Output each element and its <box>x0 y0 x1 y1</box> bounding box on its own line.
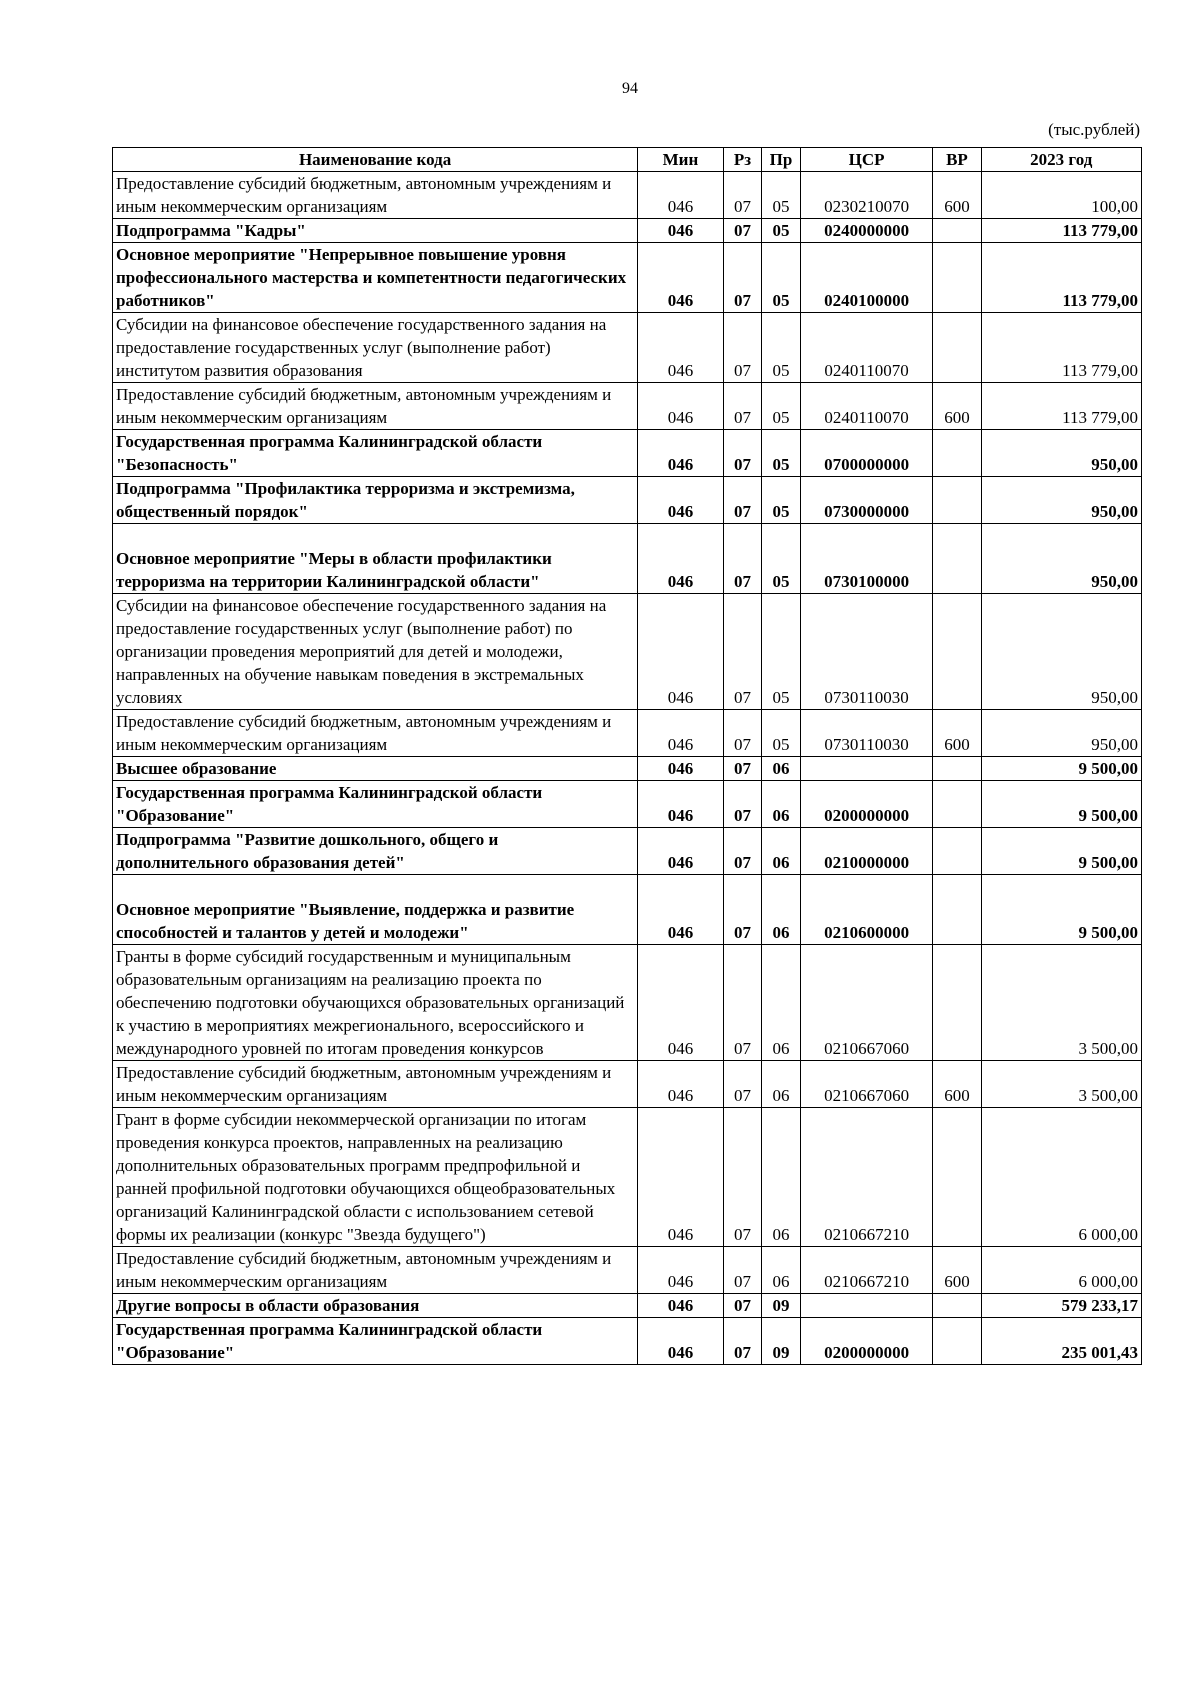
row-name-cell: Подпрограмма "Кадры" <box>113 219 638 243</box>
row-name-cell: Предоставление субсидий бюджетным, автономным учреждениям и иным некоммерческим организациям <box>113 1247 638 1294</box>
row-csr-cell: 0240000000 <box>800 219 933 243</box>
row-vr-cell: 600 <box>933 710 981 757</box>
row-rz-cell: 07 <box>723 1108 762 1247</box>
page-number: 94 <box>622 80 638 97</box>
row-csr-cell: 0210667060 <box>800 1061 933 1108</box>
row-csr-cell: 0730110030 <box>800 594 933 710</box>
row-amount-cell: 950,00 <box>981 594 1142 710</box>
row-vr-cell <box>933 430 981 477</box>
row-min-cell: 046 <box>638 524 724 594</box>
row-min-cell: 046 <box>638 1061 724 1108</box>
row-pr-cell: 06 <box>762 757 801 781</box>
row-amount-cell: 9 500,00 <box>981 875 1142 945</box>
table-row <box>113 383 1142 430</box>
row-min-cell: 046 <box>638 313 724 383</box>
row-amount-cell: 3 500,00 <box>981 945 1142 1061</box>
row-csr-cell <box>800 1294 933 1318</box>
row-pr-cell: 05 <box>762 477 801 524</box>
row-vr-cell <box>933 313 981 383</box>
row-pr-cell: 05 <box>762 313 801 383</box>
budget-table <box>112 147 1142 1365</box>
row-pr-cell: 09 <box>762 1318 801 1365</box>
table-row <box>113 313 1142 383</box>
row-min-cell: 046 <box>638 243 724 313</box>
row-name-cell: Государственная программа Калининградской области "Образование" <box>113 781 638 828</box>
header-min: Мин <box>638 148 724 172</box>
row-vr-cell <box>933 594 981 710</box>
row-name-cell: Другие вопросы в области образования <box>113 1294 638 1318</box>
table-row <box>113 594 1142 710</box>
row-rz-cell: 07 <box>723 594 762 710</box>
row-vr-cell: 600 <box>933 383 981 430</box>
table-row <box>113 219 1142 243</box>
row-name-cell: Предоставление субсидий бюджетным, автономным учреждениям и иным некоммерческим организациям <box>113 172 638 219</box>
table-body <box>113 172 1142 1365</box>
row-amount-cell: 113 779,00 <box>981 383 1142 430</box>
units-label: (тыс.рублей) <box>1048 120 1140 139</box>
row-amount-cell: 579 233,17 <box>981 1294 1142 1318</box>
row-vr-cell <box>933 1294 981 1318</box>
row-min-cell: 046 <box>638 477 724 524</box>
row-rz-cell: 07 <box>723 1247 762 1294</box>
row-rz-cell: 07 <box>723 172 762 219</box>
table-row <box>113 1108 1142 1247</box>
row-pr-cell: 06 <box>762 828 801 875</box>
table-row <box>113 828 1142 875</box>
row-amount-cell: 113 779,00 <box>981 313 1142 383</box>
row-csr-cell: 0730110030 <box>800 710 933 757</box>
row-vr-cell: 600 <box>933 1061 981 1108</box>
row-vr-cell <box>933 828 981 875</box>
row-csr-cell: 0730000000 <box>800 477 933 524</box>
row-pr-cell: 05 <box>762 383 801 430</box>
row-csr-cell <box>800 757 933 781</box>
row-csr-cell: 0240100000 <box>800 243 933 313</box>
row-rz-cell: 07 <box>723 757 762 781</box>
table-row <box>113 477 1142 524</box>
row-pr-cell: 06 <box>762 1108 801 1247</box>
row-rz-cell: 07 <box>723 781 762 828</box>
row-pr-cell: 06 <box>762 781 801 828</box>
row-min-cell: 046 <box>638 172 724 219</box>
row-vr-cell: 600 <box>933 1247 981 1294</box>
table-row <box>113 1061 1142 1108</box>
table-row <box>113 710 1142 757</box>
header-vr: ВР <box>933 148 981 172</box>
row-vr-cell <box>933 219 981 243</box>
row-name-cell: Высшее образование <box>113 757 638 781</box>
row-vr-cell <box>933 1108 981 1247</box>
table-row <box>113 781 1142 828</box>
row-rz-cell: 07 <box>723 430 762 477</box>
row-amount-cell: 950,00 <box>981 477 1142 524</box>
row-csr-cell: 0200000000 <box>800 781 933 828</box>
row-min-cell: 046 <box>638 1294 724 1318</box>
row-pr-cell: 05 <box>762 430 801 477</box>
row-amount-cell: 950,00 <box>981 710 1142 757</box>
table-row <box>113 430 1142 477</box>
table-row <box>113 1318 1142 1365</box>
table-row <box>113 945 1142 1061</box>
row-amount-cell: 9 500,00 <box>981 757 1142 781</box>
row-pr-cell: 09 <box>762 1294 801 1318</box>
table-row <box>113 172 1142 219</box>
row-min-cell: 046 <box>638 781 724 828</box>
row-amount-cell: 6 000,00 <box>981 1108 1142 1247</box>
row-rz-cell: 07 <box>723 1318 762 1365</box>
row-vr-cell <box>933 1318 981 1365</box>
row-pr-cell: 06 <box>762 1061 801 1108</box>
row-min-cell: 046 <box>638 828 724 875</box>
row-pr-cell: 05 <box>762 172 801 219</box>
row-min-cell: 046 <box>638 594 724 710</box>
row-name-cell: Подпрограмма "Развитие дошкольного, общего и дополнительного образования детей" <box>113 828 638 875</box>
row-rz-cell: 07 <box>723 1061 762 1108</box>
table-row <box>113 757 1142 781</box>
row-amount-cell: 3 500,00 <box>981 1061 1142 1108</box>
header-csr: ЦСР <box>800 148 933 172</box>
row-name-cell: Основное мероприятие "Выявление, поддержка и развитие способностей и талантов у детей и молодежи" <box>113 875 638 945</box>
row-csr-cell: 0210000000 <box>800 828 933 875</box>
row-amount-cell: 6 000,00 <box>981 1247 1142 1294</box>
row-amount-cell: 9 500,00 <box>981 828 1142 875</box>
row-vr-cell <box>933 875 981 945</box>
row-amount-cell: 9 500,00 <box>981 781 1142 828</box>
row-rz-cell: 07 <box>723 313 762 383</box>
row-rz-cell: 07 <box>723 219 762 243</box>
row-pr-cell: 05 <box>762 219 801 243</box>
row-csr-cell: 0210667210 <box>800 1247 933 1294</box>
row-csr-cell: 0230210070 <box>800 172 933 219</box>
row-name-cell: Основное мероприятие "Непрерывное повышение уровня профессионального мастерства и компетентности педагогических работников" <box>113 243 638 313</box>
row-pr-cell: 05 <box>762 594 801 710</box>
row-csr-cell: 0210600000 <box>800 875 933 945</box>
row-csr-cell: 0730100000 <box>800 524 933 594</box>
row-name-cell: Основное мероприятие "Меры в области профилактики терроризма на территории Калининградской области" <box>113 524 638 594</box>
row-amount-cell: 100,00 <box>981 172 1142 219</box>
row-name-cell: Государственная программа Калининградской области "Безопасность" <box>113 430 638 477</box>
row-min-cell: 046 <box>638 1108 724 1247</box>
row-min-cell: 046 <box>638 710 724 757</box>
row-pr-cell: 05 <box>762 243 801 313</box>
row-rz-cell: 07 <box>723 477 762 524</box>
row-amount-cell: 113 779,00 <box>981 219 1142 243</box>
row-name-cell: Предоставление субсидий бюджетным, автономным учреждениям и иным некоммерческим организациям <box>113 1061 638 1108</box>
row-pr-cell: 05 <box>762 524 801 594</box>
row-min-cell: 046 <box>638 1247 724 1294</box>
table-row <box>113 1294 1142 1318</box>
row-name-cell: Субсидии на финансовое обеспечение государственного задания на предоставление государственных услуг (выполнение работ) по организации проведения мероприятий для детей и молодежи, направленных на обучение навыкам поведения в экстремальных условиях <box>113 594 638 710</box>
table-header-row <box>113 148 1142 172</box>
row-min-cell: 046 <box>638 875 724 945</box>
row-pr-cell: 06 <box>762 1247 801 1294</box>
row-csr-cell: 0240110070 <box>800 383 933 430</box>
row-amount-cell: 235 001,43 <box>981 1318 1142 1365</box>
row-name-cell: Государственная программа Калининградской области "Образование" <box>113 1318 638 1365</box>
row-rz-cell: 07 <box>723 875 762 945</box>
row-vr-cell: 600 <box>933 172 981 219</box>
row-rz-cell: 07 <box>723 828 762 875</box>
row-vr-cell <box>933 524 981 594</box>
row-vr-cell <box>933 477 981 524</box>
row-vr-cell <box>933 945 981 1061</box>
row-amount-cell: 950,00 <box>981 430 1142 477</box>
row-name-cell: Субсидии на финансовое обеспечение государственного задания на предоставление государственных услуг (выполнение работ) институтом развития образования <box>113 313 638 383</box>
row-vr-cell <box>933 781 981 828</box>
row-rz-cell: 07 <box>723 945 762 1061</box>
row-min-cell: 046 <box>638 757 724 781</box>
row-vr-cell <box>933 757 981 781</box>
row-min-cell: 046 <box>638 219 724 243</box>
table-row <box>113 524 1142 594</box>
row-name-cell: Предоставление субсидий бюджетным, автономным учреждениям и иным некоммерческим организациям <box>113 710 638 757</box>
row-rz-cell: 07 <box>723 243 762 313</box>
table-row <box>113 1247 1142 1294</box>
row-name-cell: Подпрограмма "Профилактика терроризма и экстремизма, общественный порядок" <box>113 477 638 524</box>
row-csr-cell: 0210667060 <box>800 945 933 1061</box>
row-min-cell: 046 <box>638 383 724 430</box>
row-rz-cell: 07 <box>723 710 762 757</box>
row-csr-cell: 0700000000 <box>800 430 933 477</box>
row-name-cell: Грант в форме субсидии некоммерческой организации по итогам проведения конкурса проектов, направленных на реализацию дополнительных образовательных программ предпрофильной и ранней профильной подготовки обучающихся общеобразовательных организаций Калининградской области с использованием сетевой формы их реализации (конкурс "Звезда будущего") <box>113 1108 638 1247</box>
table-row <box>113 875 1142 945</box>
row-name-cell: Гранты в форме субсидий государственным и муниципальным образовательным организациям на реализацию проекта по обеспечению подготовки обучающихся образовательных организаций к участию в мероприятиях межрегионального, всероссийского и международного уровней по итогам проведения конкурсов <box>113 945 638 1061</box>
header-name: Наименование кода <box>113 148 638 172</box>
row-vr-cell <box>933 243 981 313</box>
table-row <box>113 243 1142 313</box>
row-min-cell: 046 <box>638 945 724 1061</box>
row-amount-cell: 950,00 <box>981 524 1142 594</box>
row-rz-cell: 07 <box>723 1294 762 1318</box>
row-csr-cell: 0240110070 <box>800 313 933 383</box>
row-pr-cell: 05 <box>762 710 801 757</box>
header-year: 2023 год <box>981 148 1142 172</box>
row-min-cell: 046 <box>638 1318 724 1365</box>
row-rz-cell: 07 <box>723 383 762 430</box>
header-pr: Пр <box>762 148 801 172</box>
row-name-cell: Предоставление субсидий бюджетным, автономным учреждениям и иным некоммерческим организациям <box>113 383 638 430</box>
row-amount-cell: 113 779,00 <box>981 243 1142 313</box>
row-pr-cell: 06 <box>762 875 801 945</box>
header-rz: Рз <box>723 148 762 172</box>
row-csr-cell: 0210667210 <box>800 1108 933 1247</box>
row-csr-cell: 0200000000 <box>800 1318 933 1365</box>
row-pr-cell: 06 <box>762 945 801 1061</box>
row-rz-cell: 07 <box>723 524 762 594</box>
row-min-cell: 046 <box>638 430 724 477</box>
